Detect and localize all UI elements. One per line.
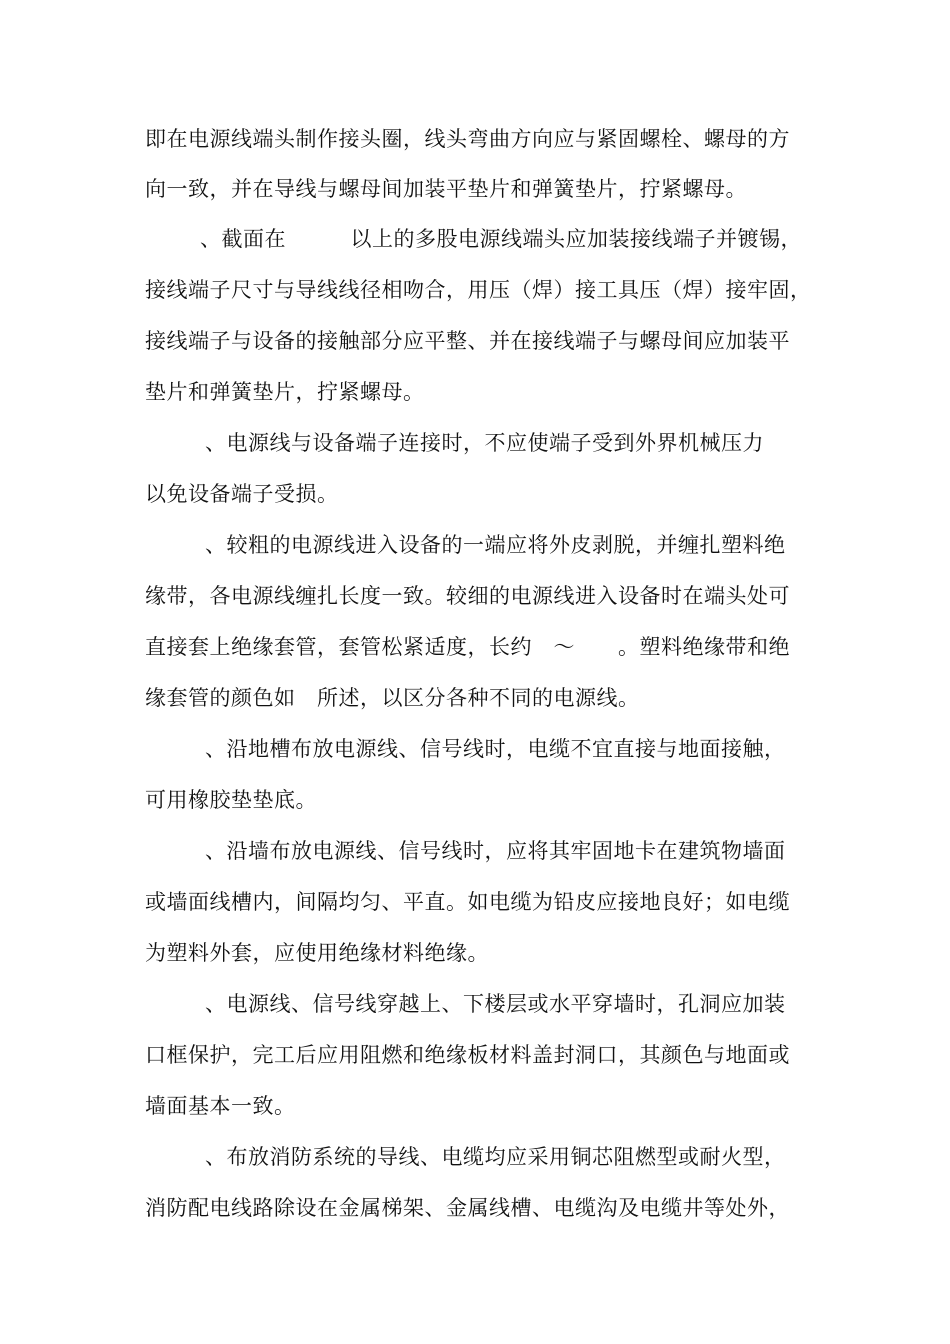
paragraph-first-line: 、截面在 以上的多股电源线端头应加装接线端子并镀锡，: [200, 227, 802, 251]
text-line: 缘套管的颜色如 所述，以区分各种不同的电源线。: [145, 686, 640, 710]
paragraph-first-line: 、布放消防系统的导线、电缆均应采用铜芯阻燃型或耐火型，: [205, 1145, 786, 1169]
paragraph-first-line: 、沿墙布放电源线、信号线时，应将其牢固地卡在建筑物墙面: [205, 839, 786, 863]
text-line: 即在电源线端头制作接头圈，线头弯曲方向应与紧固螺栓、螺母的方: [145, 127, 790, 151]
paragraph-first-line: 、较粗的电源线进入设备的一端应将外皮剥脱，并缠扎塑料绝: [205, 533, 786, 557]
text-line: 口框保护，完工后应用阻燃和绝缘板材料盖封洞口，其颜色与地面或: [145, 1043, 790, 1067]
text-line: 缘带，各电源线缠扎长度一致。较细的电源线进入设备时在端头处可: [145, 584, 790, 608]
paragraph-first-line: 、电源线、信号线穿越上、下楼层或水平穿墙时，孔洞应加装: [205, 992, 786, 1016]
paragraph-first-line: 、电源线与设备端子连接时，不应使端子受到外界机械压力: [205, 431, 764, 455]
paragraph-first-line: 、沿地槽布放电源线、信号线时，电缆不宜直接与地面接触，: [205, 737, 786, 761]
text-line: 接线端子与设备的接触部分应平整、并在接线端子与螺母间应加装平: [145, 329, 790, 353]
text-line: 垫片和弹簧垫片，拧紧螺母。: [145, 380, 425, 404]
text-line: 消防配电线路除设在金属梯架、金属线槽、电缆沟及电缆井等处外，: [145, 1196, 790, 1220]
text-line: 向一致，并在导线与螺母间加装平垫片和弹簧垫片，拧紧螺母。: [145, 177, 747, 201]
text-line: 为塑料外套，应使用绝缘材料绝缘。: [145, 941, 489, 965]
text-line: 以免设备端子受损。: [145, 482, 339, 506]
text-line: 直接套上绝缘套管，套管松紧适度，长约 ～ 。塑料绝缘带和绝: [145, 635, 790, 659]
text-line: 或墙面线槽内，间隔均匀、平直。如电缆为铅皮应接地良好；如电缆: [145, 890, 790, 914]
text-line: 墙面基本一致。: [145, 1094, 296, 1118]
text-line: 可用橡胶垫垫底。: [145, 788, 317, 812]
text-line: 接线端子尺寸与导线线径相吻合，用压（焊）接工具压（焊）接牢固，: [145, 278, 812, 302]
